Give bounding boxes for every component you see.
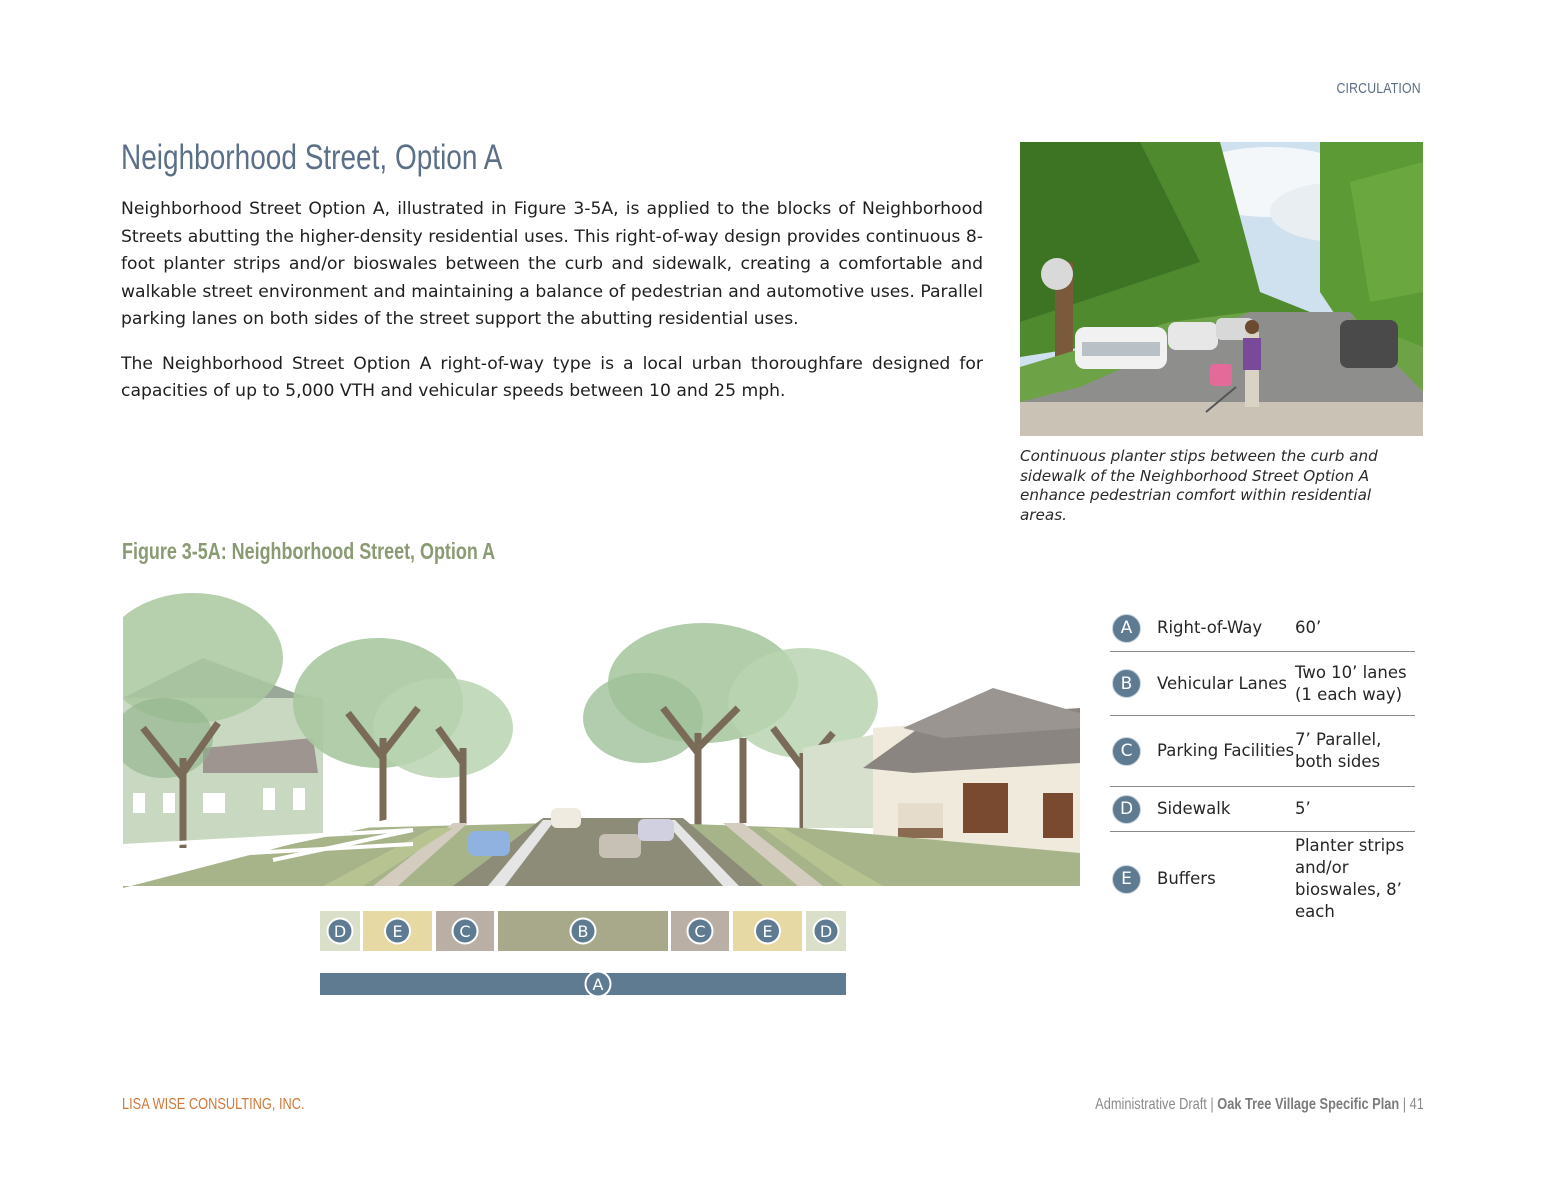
footer-plan-info — [1095, 1096, 1424, 1114]
legend-label: Parking Facilities — [1157, 741, 1295, 760]
cross-section-dimension-bar — [320, 911, 846, 1001]
cross-section-badge-c — [688, 919, 713, 944]
dimension-legend — [1110, 605, 1415, 926]
legend-value: Two 10’ lanes (1 each way) — [1295, 662, 1407, 704]
legend-label: Vehicular Lanes — [1157, 673, 1287, 693]
svg-text:A: A — [592, 975, 604, 994]
right-tree-canopies — [583, 623, 878, 763]
legend-value: Planter strips and/or bioswales, 8’ each — [1295, 836, 1405, 921]
svg-text:D: D — [333, 922, 347, 941]
footer-separator: | — [1402, 1096, 1407, 1113]
paragraph-1: Neighborhood Street Option A, illustrated in Figure 3-5A, is applied to the blocks of Neighborhood Streets abutting the higher-density residential uses. This right-of-way design provides continuous 8-foot planter strips and/or bioswales between the curb and sidewalk, creating a comfortable and walkable street environment and maintaining a balance of pedestrian and automotive uses. Parallel parking lanes on both sides of the street support the abutting residential uses. — [121, 199, 983, 329]
legend-badge-d: D — [1112, 795, 1141, 824]
figure-title: Figure 3-5A: Neighborhood Street, Option A — [122, 538, 496, 564]
street-cross-section-illustration — [123, 588, 1080, 890]
body-text — [121, 196, 983, 423]
street-photo — [1020, 142, 1423, 436]
legend-badge-e: E — [1112, 865, 1141, 894]
cross-section-badge-e — [755, 919, 780, 944]
right-of-way-bar — [320, 973, 846, 995]
svg-text:C: C — [459, 922, 471, 941]
svg-text:E: E — [762, 922, 773, 941]
legend-value: 5’ — [1295, 799, 1311, 818]
svg-text:C: C — [694, 922, 706, 941]
footer-draft: Administrative Draft — [1095, 1096, 1207, 1113]
section-label: CIRCULATION — [1336, 80, 1421, 97]
paragraph-2: The Neighborhood Street Option A right-of-way type is a local urban thoroughfare designed for capacities of up to 5,000 VTH and vehicular speeds between 10 and 25 mph. — [121, 353, 983, 401]
photo-caption: Continuous planter stips between the curb and sidewalk of the Neighborhood Street Option A enhance pedestrian comfort within residential areas. — [1020, 447, 1378, 524]
legend-row-right-of-way — [1110, 605, 1415, 652]
legend-value: 7’ Parallel, both sides — [1295, 730, 1382, 771]
footer-firm: LISA WISE CONSULTING, INC. — [122, 1096, 305, 1113]
cross-section-badge-b — [571, 919, 596, 944]
legend-row-parking-facilities — [1110, 716, 1415, 787]
legend-badge-c: C — [1112, 737, 1141, 766]
legend-badge-b: B — [1112, 669, 1141, 698]
footer-separator: | — [1210, 1096, 1214, 1113]
legend-value: 60’ — [1295, 618, 1322, 637]
cross-section-badge-c — [453, 919, 478, 944]
cross-section-badge-e — [385, 919, 410, 944]
legend-badge-a: A — [1112, 614, 1141, 643]
footer-page-number: 41 — [1409, 1096, 1424, 1113]
right-of-way-badge — [586, 972, 611, 997]
legend-label: Right-of-Way — [1157, 618, 1263, 637]
svg-text:D: D — [819, 922, 833, 941]
legend-label: Buffers — [1157, 869, 1216, 888]
cross-section-badge-d — [328, 919, 353, 944]
legend-row-vehicular-lanes — [1110, 652, 1415, 716]
legend-row-buffers — [1110, 832, 1415, 926]
legend-row-sidewalk — [1110, 787, 1415, 832]
footer-plan-title: Oak Tree Village Specific Plan — [1217, 1096, 1400, 1113]
page-title: Neighborhood Street, Option A — [121, 138, 503, 177]
cross-section-badge-d — [814, 919, 839, 944]
svg-text:E: E — [392, 922, 403, 941]
legend-label: Sidewalk — [1157, 799, 1231, 818]
svg-text:B: B — [577, 922, 589, 941]
